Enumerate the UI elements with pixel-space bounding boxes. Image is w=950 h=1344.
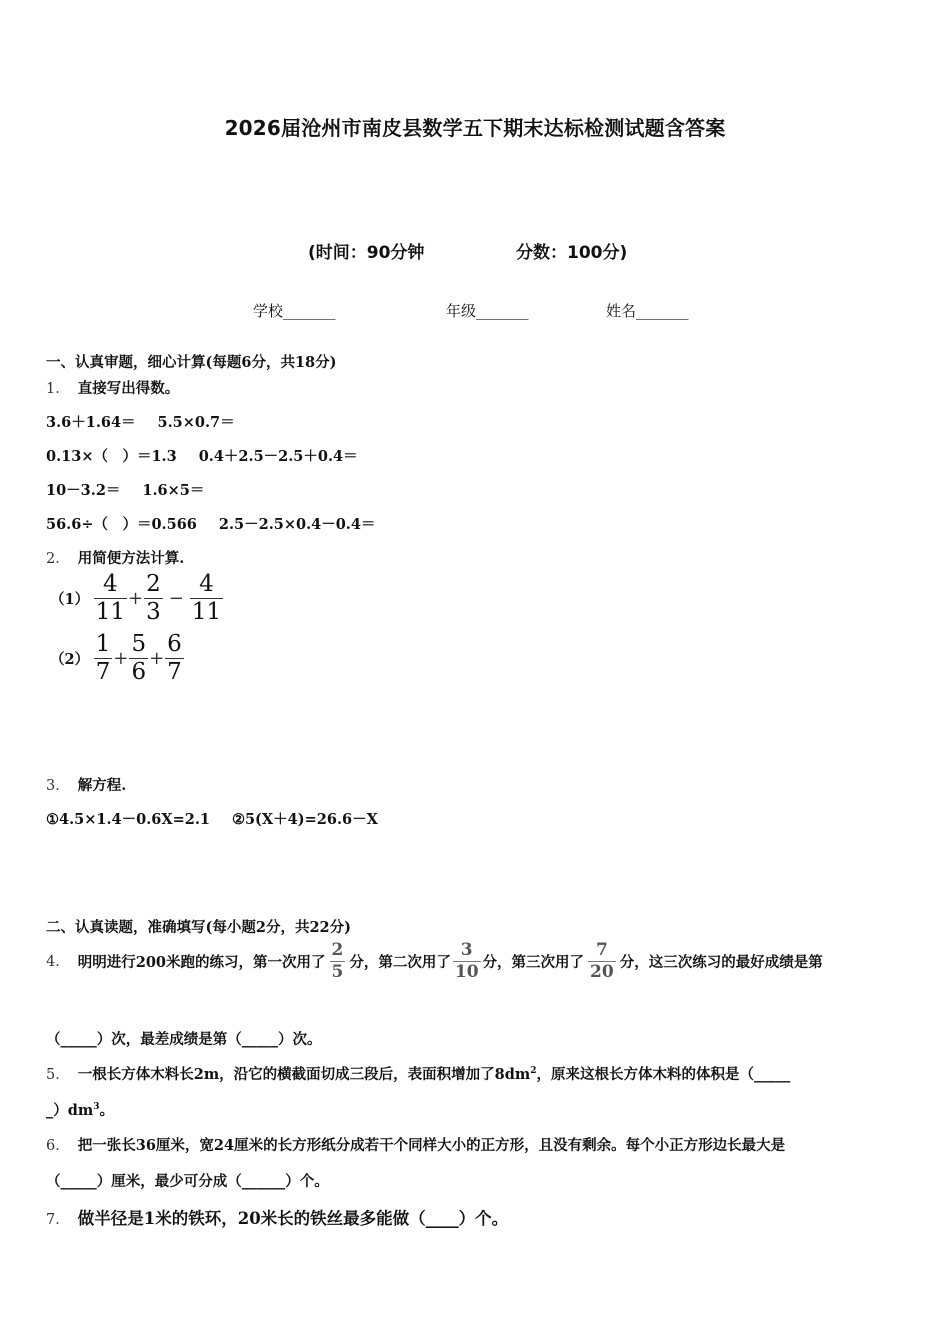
fraction: $\frac{4}{11}$ xyxy=(95,571,125,625)
question-number: 5． xyxy=(46,1067,70,1083)
question-number: 4． xyxy=(46,953,70,970)
question-number: 6． xyxy=(46,1138,70,1154)
fraction-expression-2: （2） $\frac{1}{7}$ + $\frac{5}{6}$ + $\frac{6}{7}$ xyxy=(50,631,182,685)
calc-item: 5.5×0.7＝ xyxy=(157,414,235,431)
calc-item: 56.6÷（ ）＝0.566 xyxy=(46,516,197,533)
section2-heading: 二、认真读题，准确填写(每小题2分，共22分) xyxy=(46,919,351,936)
page-title: 2026届沧州市南皮县数学五下期末达标检测试题含答案 xyxy=(224,116,726,140)
school-field: 学校_______ xyxy=(253,302,336,320)
question-3 xyxy=(46,774,126,795)
equations xyxy=(46,808,378,829)
fraction: $\frac{5}{6}$ xyxy=(131,631,147,685)
name-field: 姓名_______ xyxy=(606,302,689,320)
question-2 xyxy=(46,547,184,568)
grade-field: 年级_______ xyxy=(446,302,529,320)
question-4-line2: （_____）次，最差成绩是第（_____）次。 xyxy=(46,1031,322,1048)
fraction-expression-1: （1） $\frac{4}{11}$ + $\frac{2}{3}$ − $\frac{4}{11}$ xyxy=(50,571,222,625)
equation-1: ①4.5×1.4－0.6X=2.1 xyxy=(46,811,210,828)
question-5-line2: $\_)dm^3$。 xyxy=(46,1102,114,1119)
calc-item: 2.5－2.5×0.4－0.4＝ xyxy=(218,516,376,533)
question-4: 4． 明明进行200米跑的练习，第一次用了 $\frac{2}{5}$ 分，第二次用了 $\frac{3}{10}$ 分，第三次用了 $\frac{7}{20}$ 分，这三次练习的最好成绩是第 xyxy=(46,940,823,982)
question-text: 直接写出得数。 xyxy=(77,380,180,397)
question-number: 2． xyxy=(46,551,70,567)
question-number: 3． xyxy=(46,778,70,794)
calc-item: 0.4＋2.5－2.5＋0.4＝ xyxy=(198,448,358,465)
fraction: $\frac{6}{7}$ xyxy=(167,631,182,685)
calc-row xyxy=(46,479,204,500)
exam-score: 分数：100分) xyxy=(516,243,628,263)
item-label: （2） xyxy=(50,651,90,668)
equation-2: ②5(X＋4)=26.6－X xyxy=(231,811,378,828)
calc-row xyxy=(46,411,235,432)
fraction: $\frac{2}{3}$ xyxy=(146,571,161,625)
fraction: $\frac{3}{10}$ xyxy=(454,940,479,982)
question-number: 7． xyxy=(46,1212,70,1228)
calc-row xyxy=(46,445,358,466)
question-number: 1． xyxy=(46,381,70,397)
question-6-line2: （_____）厘米，最少可分成（______）个。 xyxy=(46,1173,329,1190)
section1-heading: 一、认真审题，细心计算(每题6分，共18分) xyxy=(46,354,337,371)
fraction: $\frac{7}{20}$ xyxy=(590,940,614,982)
exam-time: (时间：90分钟 xyxy=(308,243,425,263)
fraction: $\frac{1}{7}$ xyxy=(95,631,111,685)
calc-item: 0.13×（ ）＝1.3 xyxy=(46,448,177,465)
fraction: $\frac{4}{11}$ xyxy=(191,571,222,625)
question-text: 解方程. xyxy=(77,777,127,794)
calc-item: 3.6＋1.64＝ xyxy=(46,414,136,431)
question-1 xyxy=(46,377,179,398)
item-label: （1） xyxy=(50,591,90,608)
fraction: $\frac{2}{5}$ xyxy=(331,940,344,982)
question-6: 6． 把一张长36厘米，宽24厘米的长方形纸分成若干个同样大小的正方形，且没有剩余。每个小正方形边长最大是 xyxy=(46,1137,786,1154)
calc-item: 10－3.2＝ xyxy=(46,482,121,499)
calc-item: 1.6×5＝ xyxy=(142,482,205,499)
question-5: 5． 一根长方体木料长2m，沿它的横截面切成三段后，表面积增加了$8dm^2$，原来这根长方体木料的体积是（_____ xyxy=(46,1066,791,1083)
question-7: 7． 做半径是1米的铁环，20米长的铁丝最多能做（____）个。 xyxy=(46,1209,509,1228)
question-text: 用简便方法计算. xyxy=(77,550,185,567)
calc-row xyxy=(46,513,375,534)
